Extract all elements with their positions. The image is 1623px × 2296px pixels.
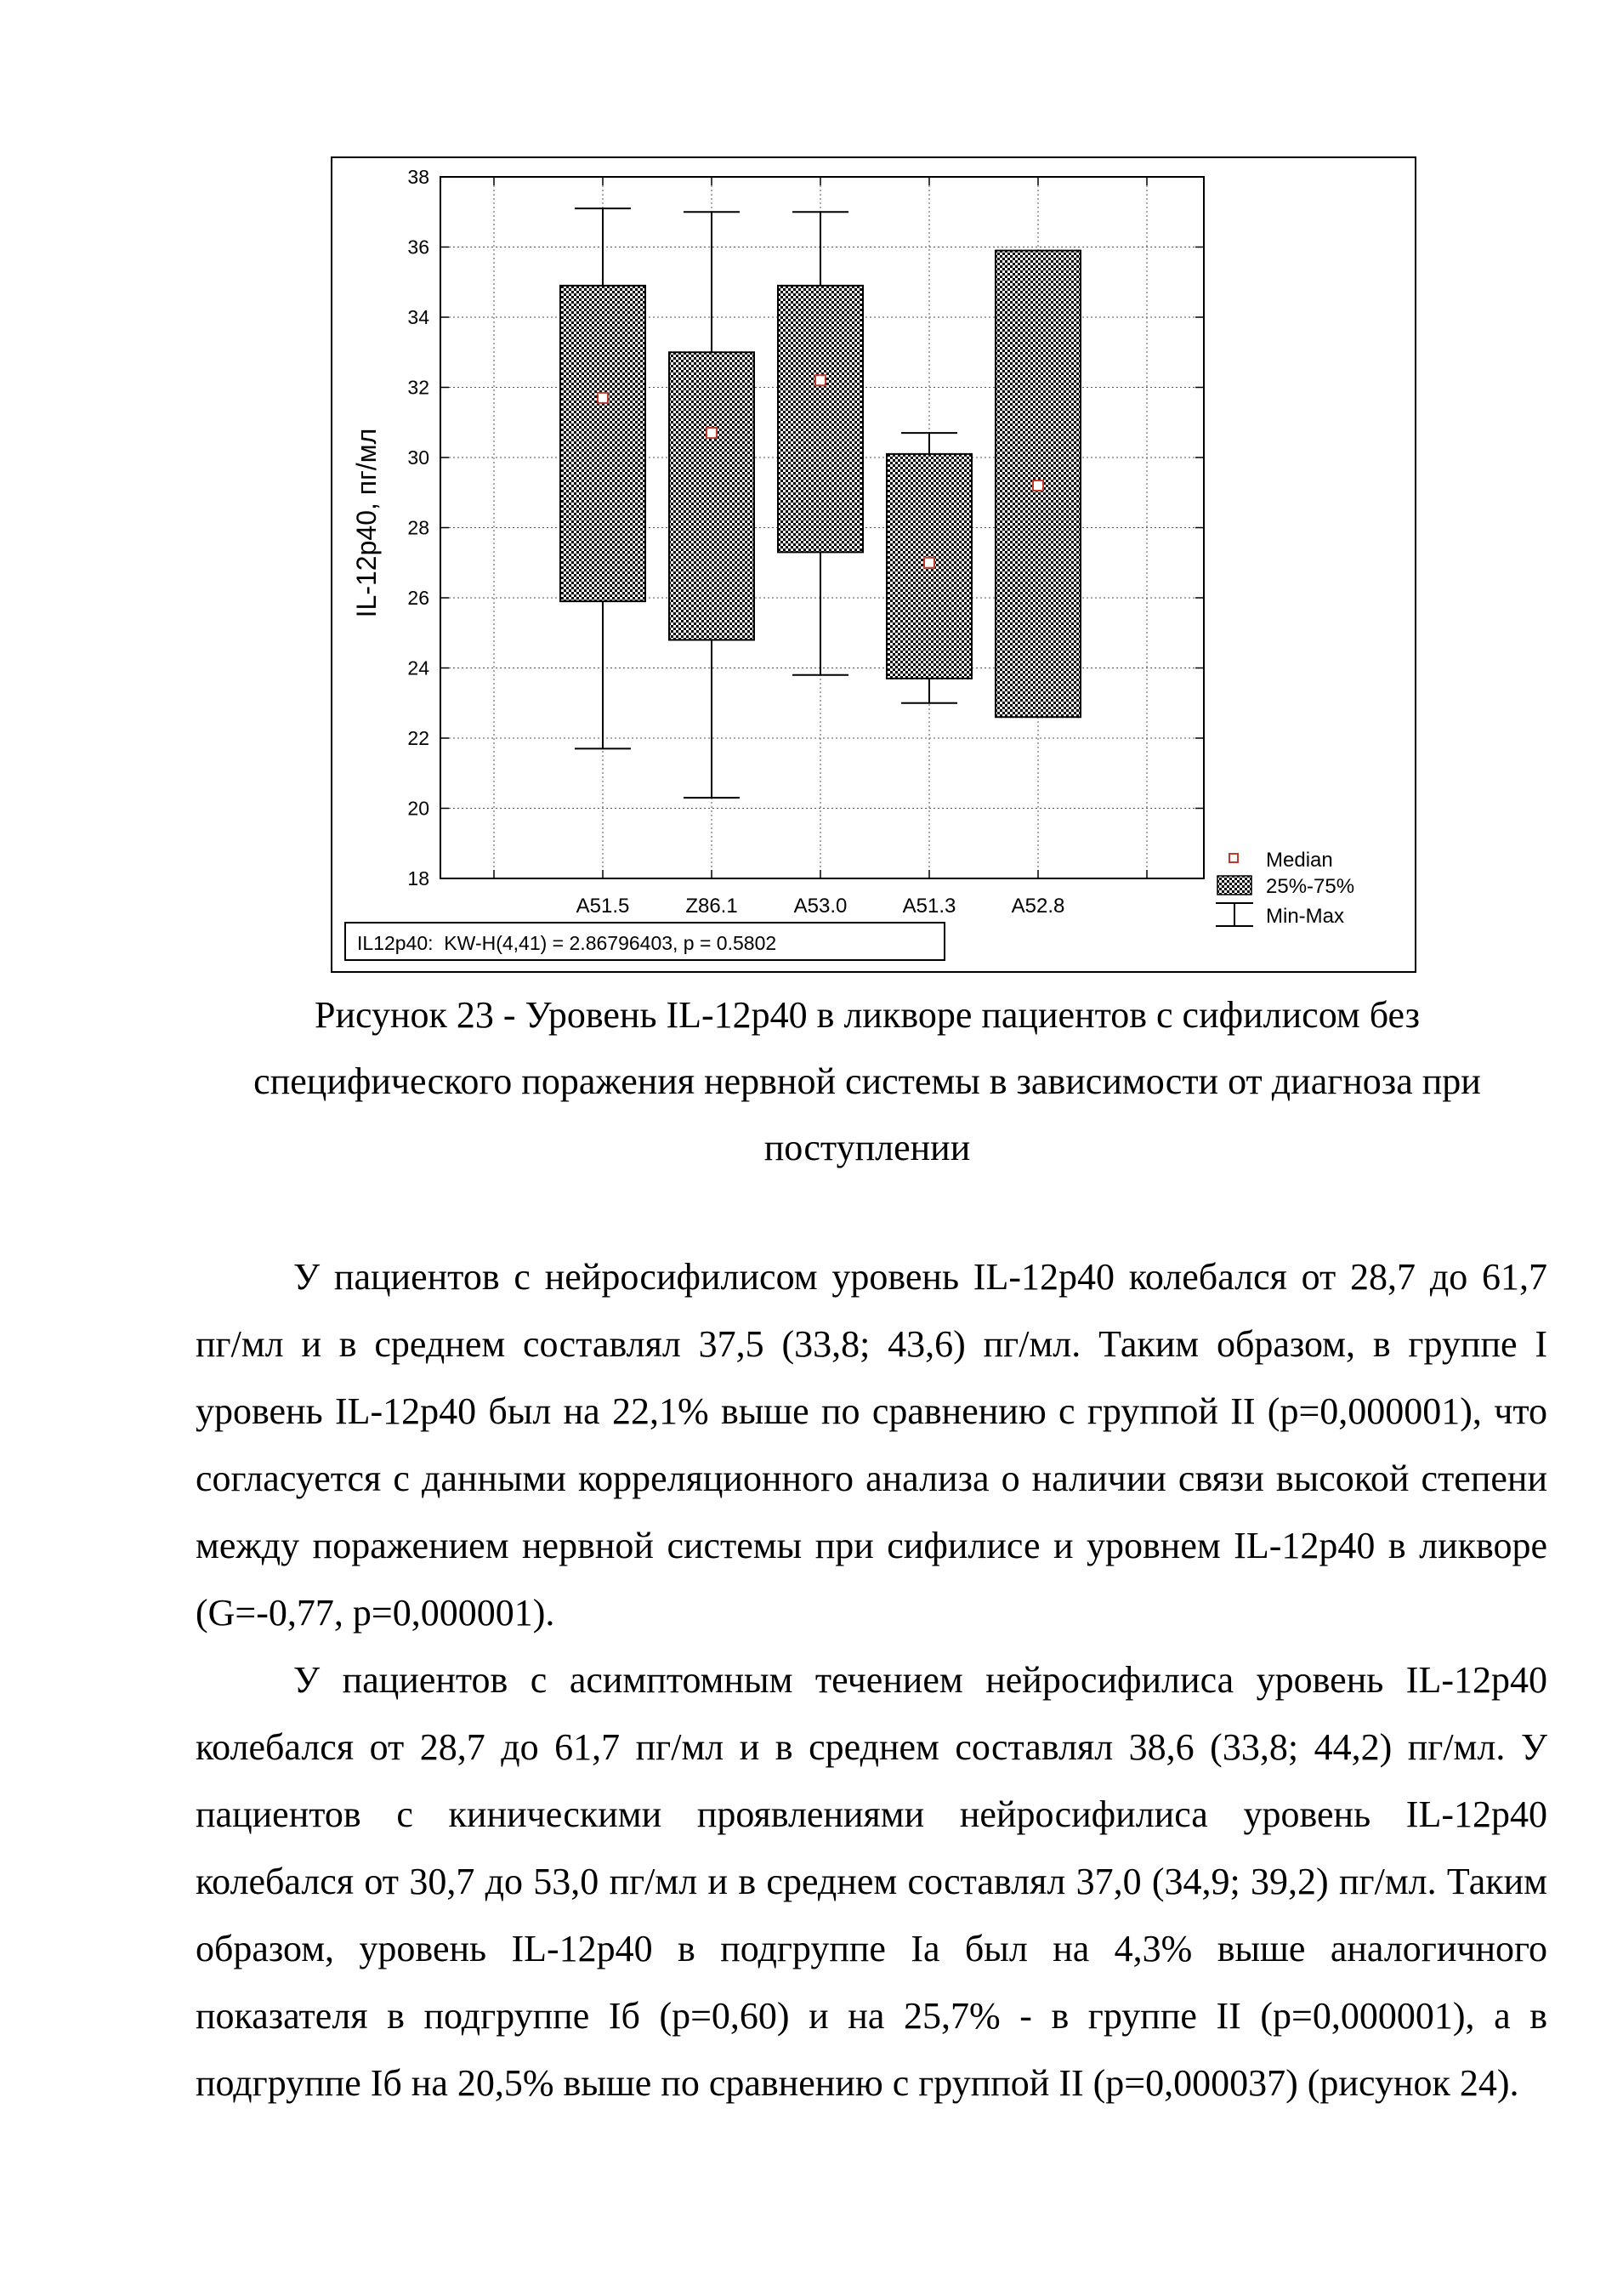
y-tick-label: 38 <box>407 166 429 188</box>
y-tick-label: 32 <box>407 376 429 399</box>
x-tick-label: Z86.1 <box>685 895 738 918</box>
legend-whisker-label: Min-Max <box>1266 905 1345 928</box>
x-tick-label: A51.5 <box>576 895 630 918</box>
median-marker <box>598 393 608 403</box>
legend <box>1216 849 1354 928</box>
legend-median-label: Median <box>1266 849 1333 872</box>
box-Z86.1 <box>669 212 754 798</box>
median-marker <box>815 375 826 385</box>
y-tick-label: 18 <box>407 867 429 889</box>
box-A51.3 <box>887 433 972 703</box>
x-tick-label: A53.0 <box>793 895 848 918</box>
y-tick-label: 34 <box>407 306 429 328</box>
body-text <box>196 1243 1547 2117</box>
x-tick-label: A51.3 <box>902 895 956 918</box>
stats-annotation: IL12p40: KW-H(4,41) = 2.86796403, p = 0.5802 <box>357 932 777 954</box>
y-tick-label: 36 <box>407 236 429 259</box>
y-tick-label: 26 <box>407 587 429 609</box>
y-axis-label: IL-12p40, пг/мл <box>351 428 382 618</box>
median-marker <box>1033 480 1043 491</box>
box-iqr <box>560 286 645 601</box>
figure-caption: Рисунок 23 - Уровень IL-12р40 в ликворе пациентов с сифилисом без специфического поражения нервной системы в зависимости от диагноза при поступлении <box>253 994 1481 1168</box>
y-tick-label: 28 <box>407 516 429 539</box>
y-tick-label: 30 <box>407 446 429 469</box>
paragraph: У пациентов с нейросифилисом уровень IL-12р40 колебался от 28,7 до 61,7 пг/мл и в среднем составлял 37,5 (33,8; 43,6) пг/мл. Таким образом, в группе I уровень IL-12р40 был на 22,1% выше по сравнению с группой II (p=0,000001), что согласуется с данными корреляционного анализа о наличии связи высокой степени между поражением нервной системы при сифилисе и уровнем IL-12р40 в ликворе (G=-0,77, p=0,000001). <box>196 1256 1547 1634</box>
legend-box-label: 25%-75% <box>1266 875 1355 898</box>
legend-median-marker <box>1229 854 1238 862</box>
y-tick-label: 22 <box>407 727 429 749</box>
box-A53.0 <box>778 212 863 675</box>
legend-box-swatch <box>1217 876 1251 895</box>
y-tick-label: 24 <box>407 656 429 679</box>
y-tick-label: 20 <box>407 797 429 820</box>
box-A52.8 <box>996 251 1081 718</box>
paragraph: У пациентов с асимптомным течением нейросифилиса уровень IL-12р40 колебался от 28,7 до 61,7 пг/мл и в среднем составлял 38,6 (33,8; 44,2) пг/мл. У пациентов с киническими проявлениями нейросифилиса уровень IL-12р40 колебался от 30,7 до 53,0 пг/мл и в среднем составлял 37,0 (34,9; 39,2) пг/мл. Таким образом, уровень IL-12р40 в подгруппе Iа был на 4,3% выше аналогичного показателя в подгруппе Iб (p=0,60) и на 25,7% - в группе II (p=0,000001), а в подгруппе Iб на 20,5% выше по сравнению с группой II (p=0,000037) (рисунок 24). <box>196 1659 1547 2104</box>
box-iqr <box>669 352 754 639</box>
box-iqr <box>778 286 863 553</box>
x-tick-label: A52.8 <box>1011 895 1065 918</box>
median-marker <box>924 558 934 568</box>
median-marker <box>707 428 717 438</box>
boxplot-figure <box>0 0 1623 978</box>
